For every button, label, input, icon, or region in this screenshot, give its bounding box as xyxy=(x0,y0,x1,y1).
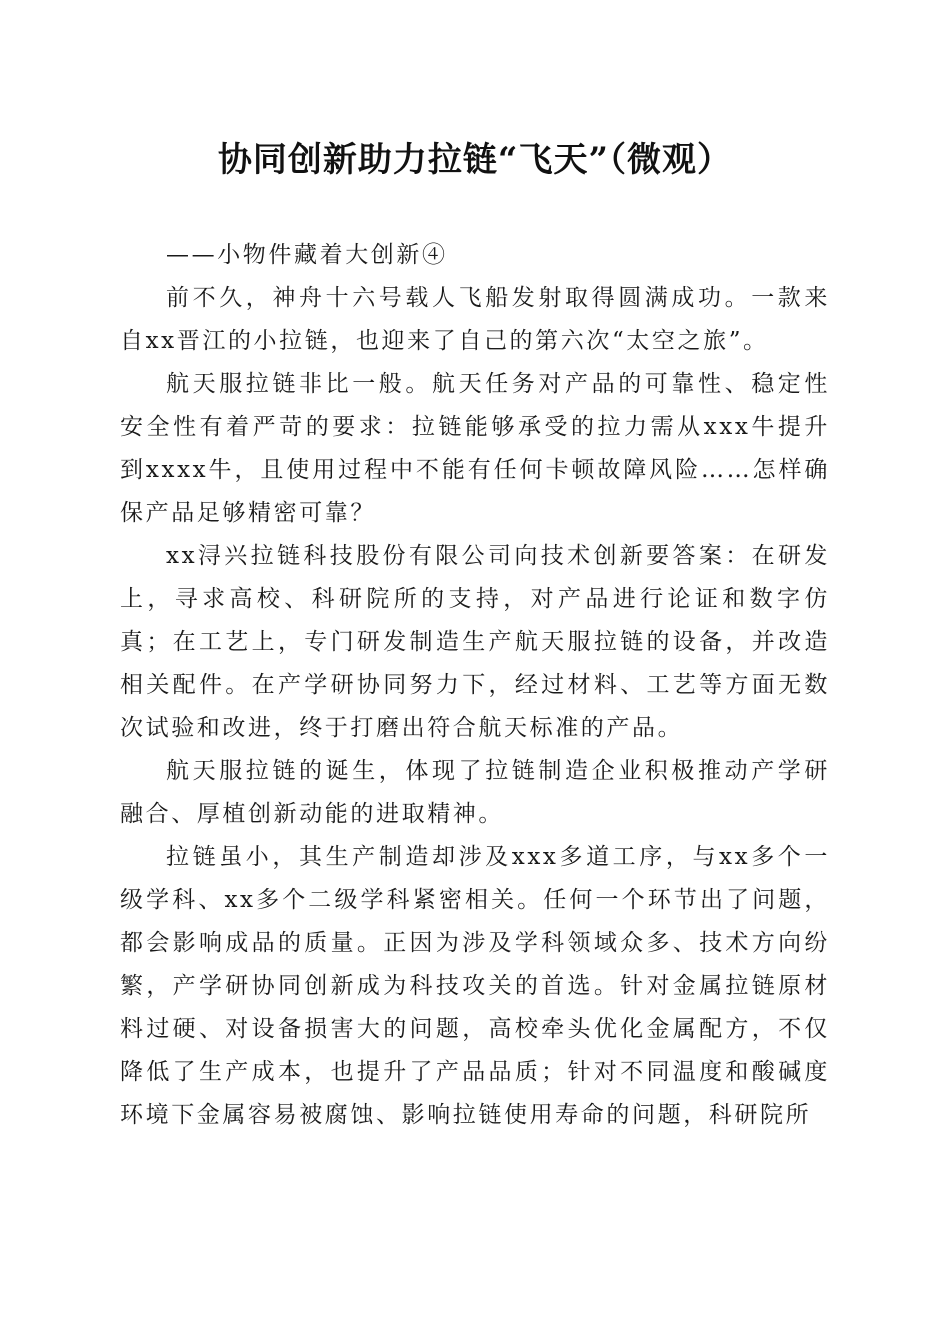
document-body xyxy=(120,234,830,1137)
paragraph-1: 前不久，神舟十六号载人飞船发射取得圆满成功。一款来自xx晋江的小拉链，也迎来了自己的第六次“太空之旅”。 xyxy=(120,285,830,354)
paragraph-2: 航天服拉链非比一般。航天任务对产品的可靠性、稳定性安全性有着严苛的要求：拉链能够承受的拉力需从xxx牛提升到xxxx牛，且使用过程中不能有任何卡顿故障风险……怎样确保产品足够精密可靠？ xyxy=(120,371,830,526)
paragraph-3: xx浔兴拉链科技股份有限公司向技术创新要答案：在研发上，寻求高校、科研院所的支持，对产品进行论证和数字仿真；在工艺上，专门研发制造生产航天服拉链的设备，并改造相关配件。在产学研协同努力下，经过材料、工艺等方面无数次试验和改进，终于打磨出符合航天标准的产品。 xyxy=(120,543,830,741)
subtitle: ——小物件藏着大创新④ xyxy=(166,242,448,268)
paragraph-5: 拉链虽小，其生产制造却涉及xxx多道工序，与xx多个一级学科、xx多个二级学科紧密相关。任何一个环节出了问题，都会影响成品的质量。正因为涉及学科领域众多、技术方向纷繁，产学研协同创新成为科技攻关的首选。针对金属拉链原材料过硬、对设备损害大的问题，高校牵头优化金属配方，不仅降低了生产成本，也提升了产品品质；针对不同温度和酸碱度环境下金属容易被腐蚀、影响拉链使用寿命的问题，科研院所 xyxy=(120,844,830,1128)
paragraph-4: 航天服拉链的诞生，体现了拉链制造企业积极推动产学研融合、厚植创新动能的进取精神。 xyxy=(120,758,830,827)
document-title: 协同创新助力拉链“飞天”（微观） xyxy=(217,140,733,180)
